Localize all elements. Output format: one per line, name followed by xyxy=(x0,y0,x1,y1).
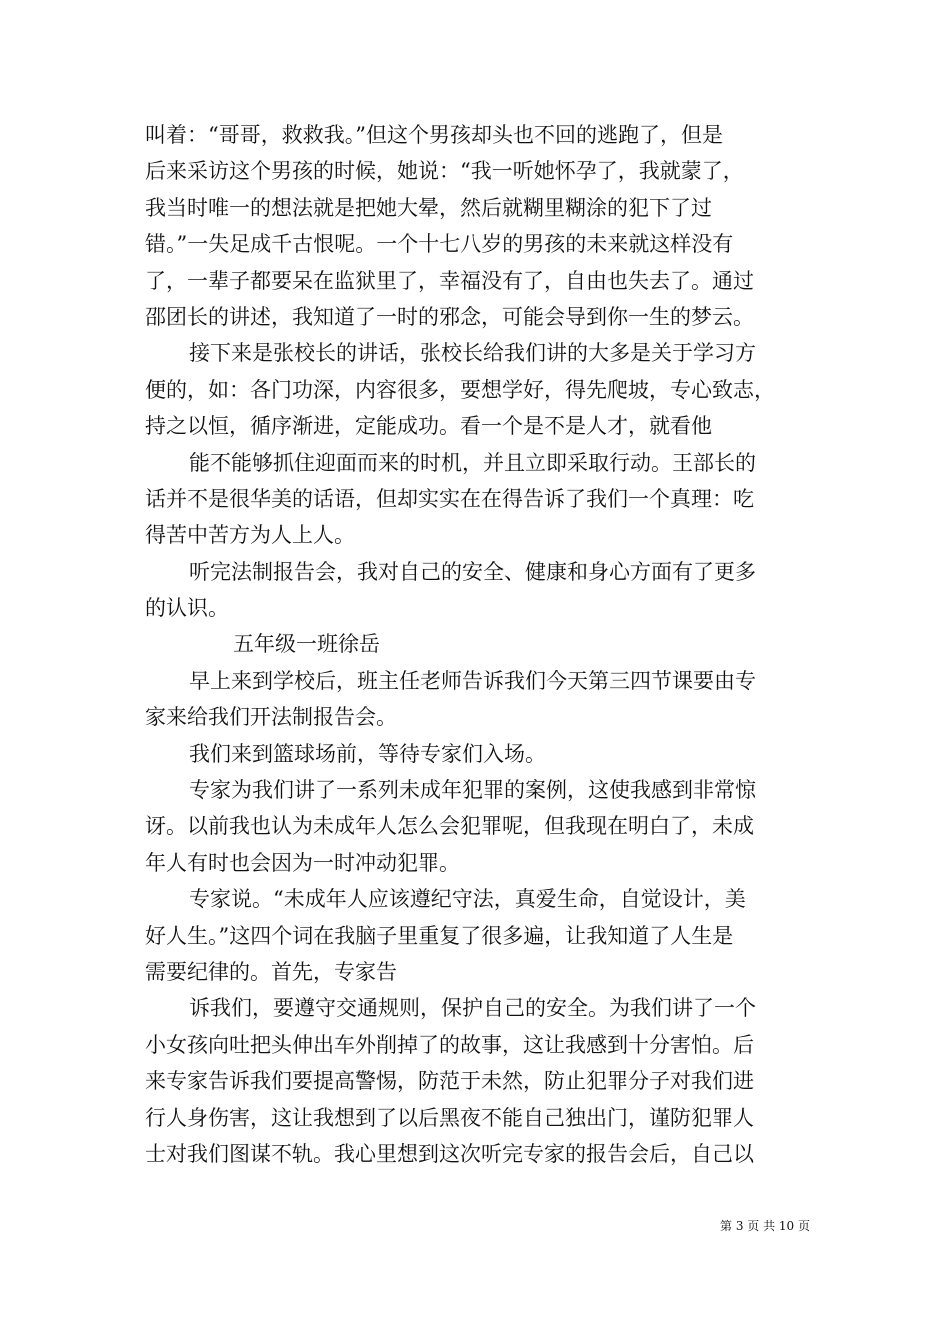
text-line: 小女孩向吐把头伸出车外削掉了的故事，这让我感到十分害怕。后 xyxy=(145,1032,754,1057)
text-line: 来专家告诉我们要提高警惕，防范于未然，防止犯罪分子对我们进 xyxy=(145,1069,754,1094)
text-line: 了，一辈子都要呆在监狱里了，幸福没有了，自由也失去了。通过 xyxy=(145,268,754,293)
body-text xyxy=(145,117,825,1172)
text-line: 叫着：“哥哥，救救我。”但这个男孩却头也不回的逃跑了，但是 xyxy=(145,123,723,147)
text-line: 得苦中苦方为人上人。 xyxy=(145,523,355,548)
text-line: 错。”一失足成千古恨呢。一个十七八岁的男孩的未来就这样没有 xyxy=(145,232,734,257)
text-line: 讶。以前我也认为未成年人怎么会犯罪呢，但我现在明白了，未成 xyxy=(145,814,754,839)
text-line: 后来采访这个男孩的时候，她说：“我一听她怀孕了，我就蒙了， xyxy=(145,159,744,184)
text-line: 专家为我们讲了一系列未成年犯罪的案例，这使我感到非常惊 xyxy=(189,778,756,803)
text-line: 我当时唯一的想法就是把她大晕，然后就糊里糊涂的犯下了过 xyxy=(145,195,712,220)
text-line: 持之以恒，循序渐进，定能成功。看一个是不是人才，就看他 xyxy=(145,414,712,439)
text-line: 接下来是张校长的讲话，张校长给我们讲的大多是关于学习方 xyxy=(189,341,756,366)
page-number: 第 3 页 共 10 页 xyxy=(720,1219,810,1233)
author-byline: 五年级一班徐岳 xyxy=(233,632,380,657)
text-line: 需要纪律的。首先，专家告 xyxy=(145,959,397,984)
text-line: 士对我们图谋不轨。我心里想到这次听完专家的报告会后，自己以 xyxy=(145,1141,754,1166)
text-line: 家来给我们开法制报告会。 xyxy=(145,705,397,730)
text-line: 便的，如：各门功深，内容很多，要想学好，得先爬坡，专心致志， xyxy=(145,377,775,402)
text-line: 我们来到篮球场前，等待专家们入场。 xyxy=(189,741,546,766)
text-line: 诉我们，要遵守交通规则，保护自己的安全。为我们讲了一个 xyxy=(189,996,756,1021)
text-line: 能不能够抓住迎面而来的时机，并且立即采取行动。王部长的 xyxy=(189,450,756,475)
text-line: 早上来到学校后，班主任老师告诉我们今天第三四节课要由专 xyxy=(189,668,756,693)
text-line: 行人身伤害，这让我想到了以后黑夜不能自己独出门，谨防犯罪人 xyxy=(145,1105,754,1130)
text-line: 年人有时也会因为一时冲动犯罪。 xyxy=(145,850,460,875)
text-line: 听完法制报告会，我对自己的安全、健康和身心方面有了更多 xyxy=(189,559,756,584)
text-line: 专家说。“未成年人应该遵纪守法，真爱生命，自觉设计，美 xyxy=(189,887,746,912)
text-line: 邵团长的讲述，我知道了一时的邪念，可能会导到你一生的梦云。 xyxy=(145,304,754,329)
text-line: 话并不是很华美的话语，但却实实在在得告诉了我们一个真理：吃 xyxy=(145,486,754,511)
text-line: 的认识。 xyxy=(145,596,229,621)
text-line: 好人生。”这四个词在我脑子里重复了很多遍，让我知道了人生是 xyxy=(145,923,734,948)
